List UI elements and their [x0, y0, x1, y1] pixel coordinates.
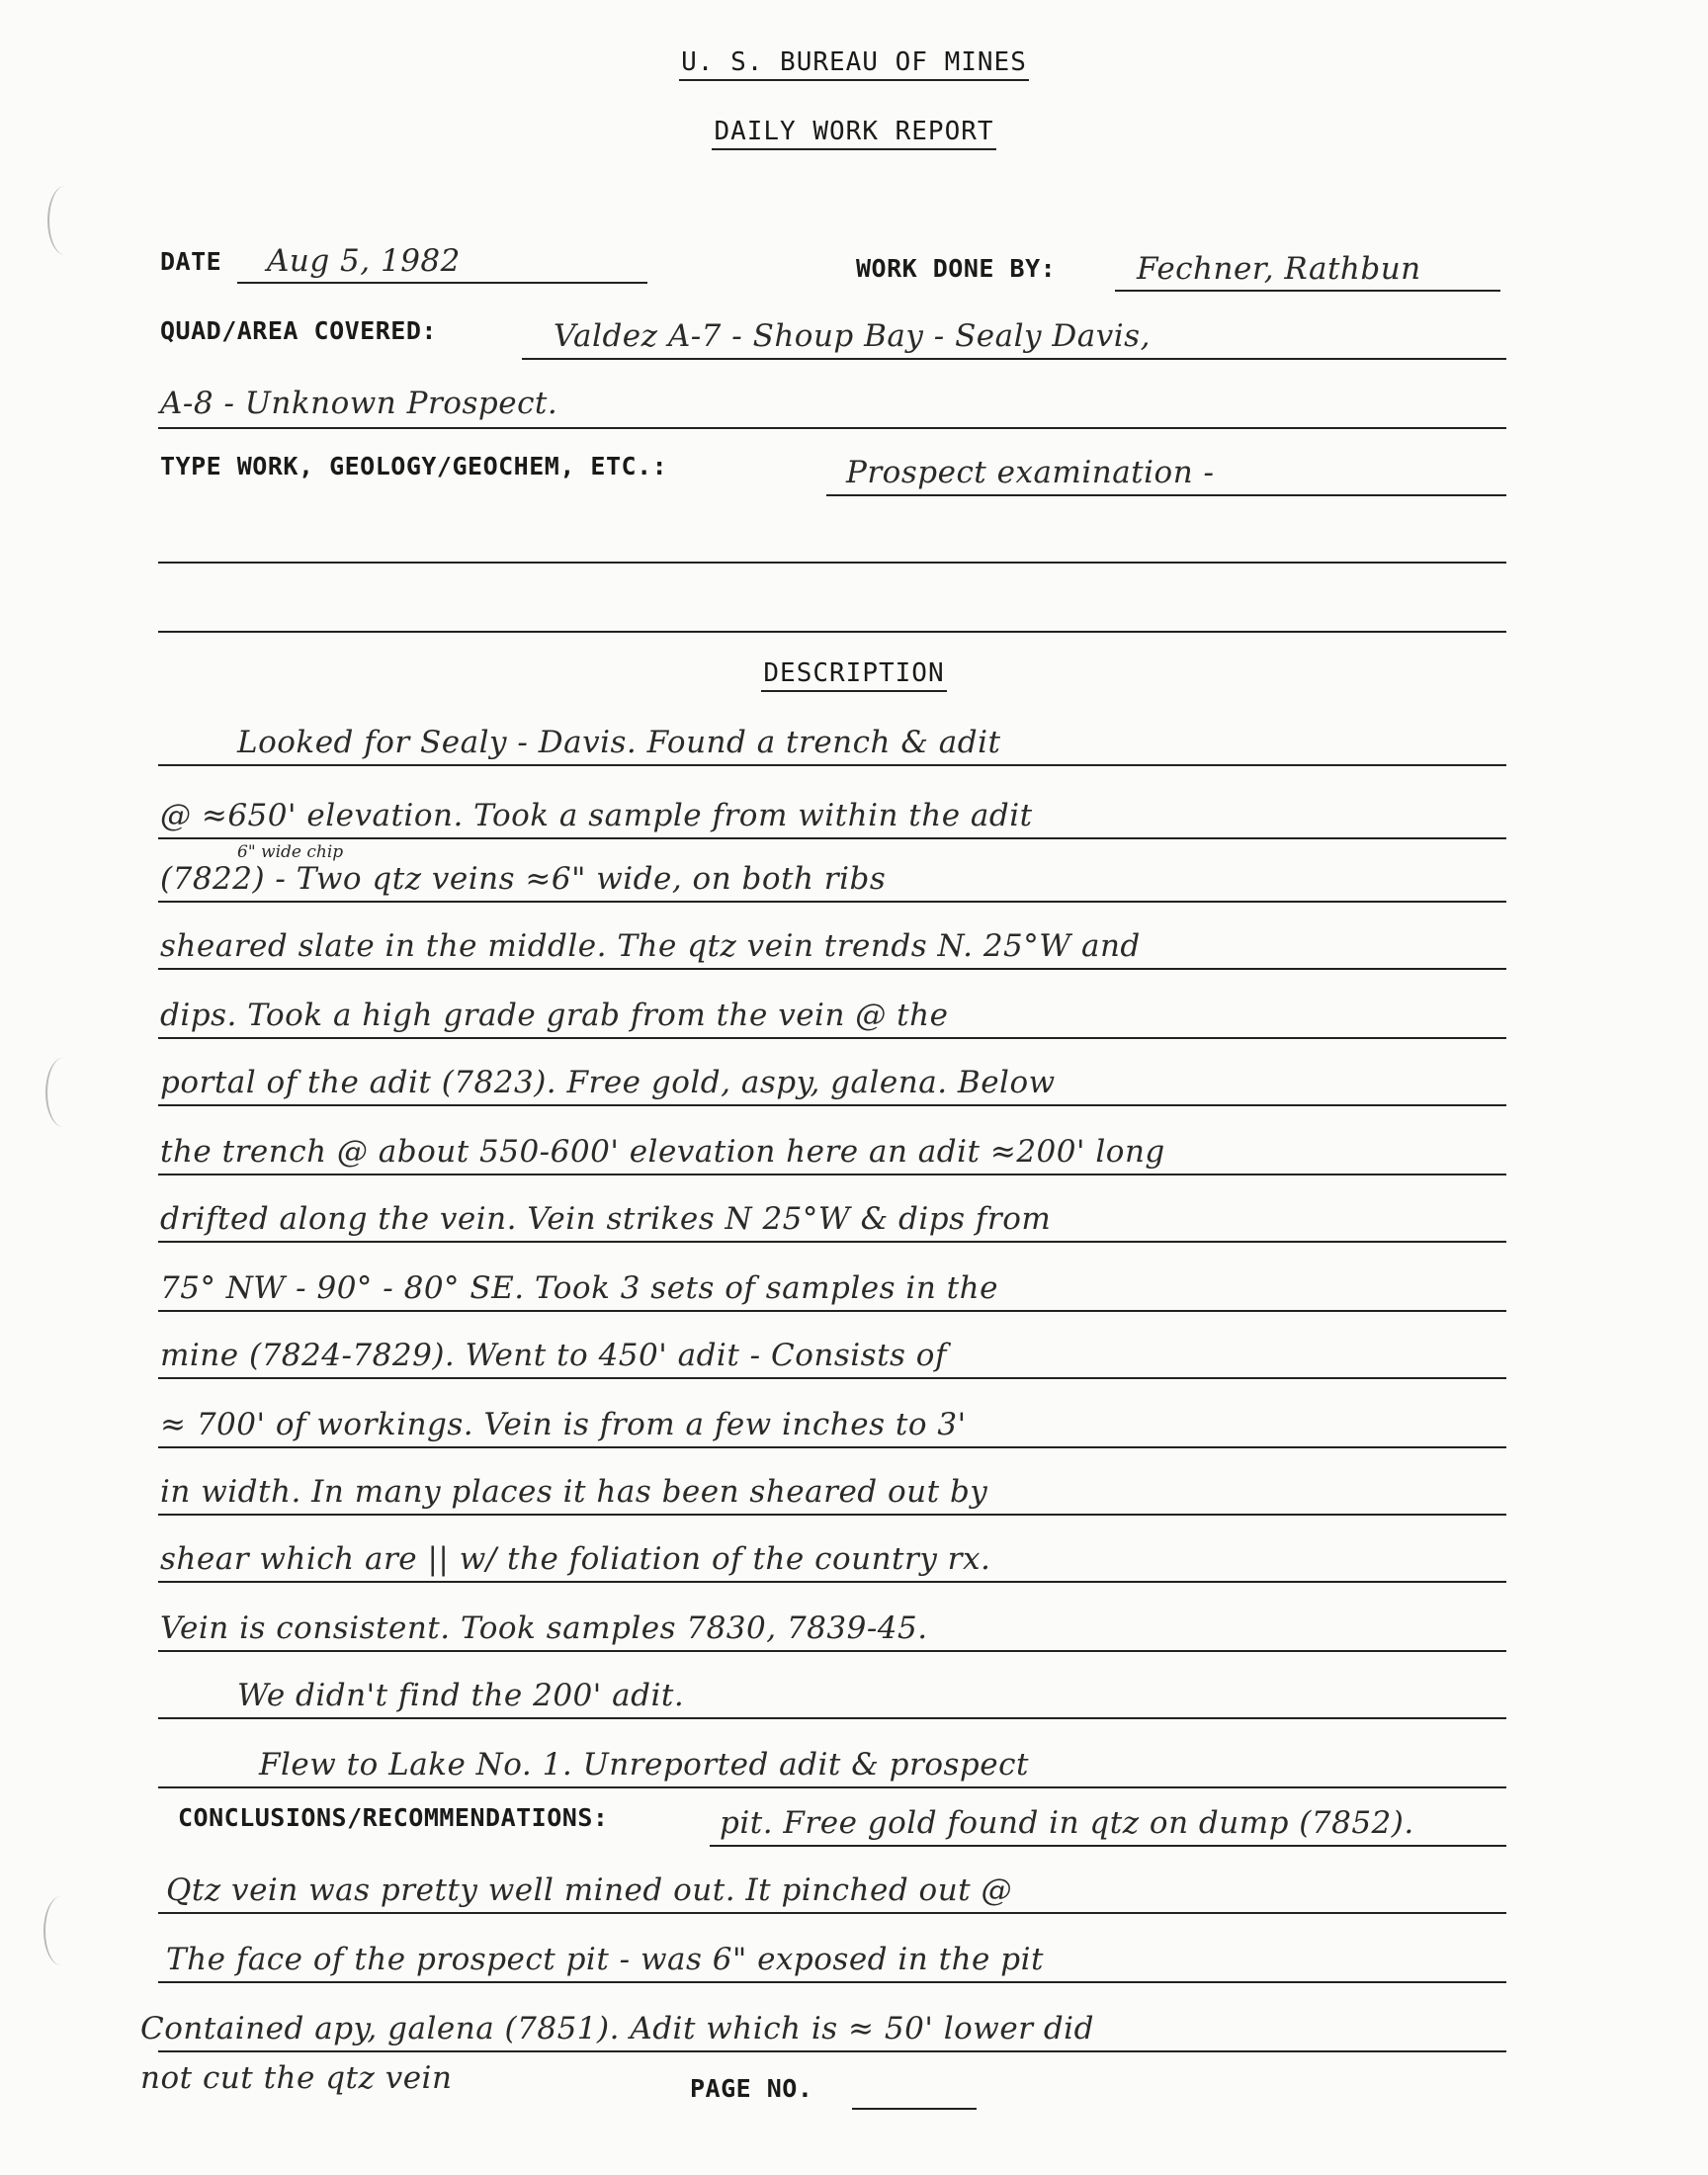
description-text-line: Looked for Sealy - Davis. Found a trench & adit: [237, 725, 1001, 760]
description-line: [158, 1310, 1506, 1312]
description-text-line: the trench @ about 550-600' elevation here an adit ≈200' long: [160, 1134, 1165, 1170]
type-work-line-3: [158, 631, 1506, 633]
conclusions-text-line: pit. Free gold found in qtz on dump (7852).: [720, 1805, 1414, 1841]
description-heading: DESCRIPTION: [0, 658, 1708, 692]
description-line: [158, 1650, 1506, 1652]
description-text-line: We didn't find the 200' adit.: [237, 1678, 685, 1713]
quad-area-value-2: A-8 - Unknown Prospect.: [160, 386, 558, 421]
description-text-line: Flew to Lake No. 1. Unreported adit & prospect: [259, 1747, 1029, 1783]
conclusions-text-line: Qtz vein was pretty well mined out. It pinched out @: [166, 1872, 1012, 1908]
conclusions-line: [710, 1845, 1506, 1847]
quad-area-label: QUAD/AREA COVERED:: [160, 316, 437, 345]
description-line: [158, 764, 1506, 766]
type-work-line-2: [158, 562, 1506, 564]
date-value: Aug 5, 1982: [267, 243, 461, 279]
punch-hole-bottom: [43, 1896, 79, 1965]
description-text-line: 75° NW - 90° - 80° SE. Took 3 sets of samples in the: [160, 1270, 998, 1306]
page-no-line: [852, 2108, 977, 2110]
agency-title: U. S. BUREAU OF MINES: [0, 47, 1708, 81]
description-line: [158, 1241, 1506, 1243]
description-line: [158, 968, 1506, 970]
description-text-line: sheared slate in the middle. The qtz vein trends N. 25°W and: [160, 928, 1141, 964]
date-line: [237, 282, 647, 284]
description-text-line: mine (7824-7829). Went to 450' adit - Consists of: [160, 1338, 947, 1373]
description-text-line: in width. In many places it has been sheared out by: [160, 1474, 988, 1510]
quad-area-line-1: [522, 358, 1506, 360]
description-line: [158, 1514, 1506, 1516]
conclusions-text-line: Contained apy, galena (7851). Adit which is ≈ 50' lower did: [140, 2011, 1094, 2046]
conclusions-line: [158, 2050, 1506, 2052]
description-line: [158, 1786, 1506, 1788]
work-done-by-label: WORK DONE BY:: [856, 254, 1057, 283]
description-line: [158, 1174, 1506, 1175]
description-text-line: ≈ 700' of workings. Vein is from a few inches to 3': [160, 1407, 967, 1442]
description-text-line: @ ≈650' elevation. Took a sample from within the adit: [160, 798, 1033, 833]
quad-area-value-1: Valdez A-7 - Shoup Bay - Sealy Davis,: [554, 318, 1151, 354]
work-done-by-value: Fechner, Rathbun: [1137, 251, 1421, 287]
description-text-line: shear which are || w/ the foliation of the country rx.: [160, 1541, 991, 1577]
conclusions-line: [158, 1981, 1506, 1983]
quad-area-line-2: [158, 427, 1506, 429]
punch-hole-top: [47, 186, 83, 255]
date-label: DATE: [160, 247, 222, 276]
description-text-line: portal of the adit (7823). Free gold, aspy, galena. Below: [160, 1065, 1056, 1100]
punch-hole-middle: [45, 1058, 81, 1127]
description-line: [158, 1104, 1506, 1106]
conclusions-text-line: not cut the qtz vein: [140, 2060, 453, 2096]
description-line: [158, 1377, 1506, 1379]
description-line: [158, 1446, 1506, 1448]
conclusions-label: CONCLUSIONS/RECOMMENDATIONS:: [178, 1803, 609, 1832]
description-line: [158, 1717, 1506, 1719]
report-title: DAILY WORK REPORT: [0, 117, 1708, 150]
description-text-line: dips. Took a high grade grab from the vein @ the: [160, 998, 949, 1033]
description-line: [158, 837, 1506, 839]
type-work-value: Prospect examination -: [846, 455, 1215, 490]
conclusions-text-line: The face of the prospect pit - was 6" exposed in the pit: [166, 1942, 1044, 1977]
description-interline-note: 6" wide chip: [237, 842, 344, 862]
description-text-line: drifted along the vein. Vein strikes N 25°W & dips from: [160, 1201, 1052, 1237]
type-work-label: TYPE WORK, GEOLOGY/GEOCHEM, ETC.:: [160, 452, 668, 480]
description-line: [158, 1581, 1506, 1583]
page-no-label: PAGE NO.: [690, 2074, 813, 2103]
work-done-by-line: [1115, 290, 1500, 292]
description-line: [158, 901, 1506, 903]
description-text-line: Vein is consistent. Took samples 7830, 7839-45.: [160, 1610, 928, 1646]
type-work-line-1: [826, 494, 1506, 496]
description-line: [158, 1037, 1506, 1039]
description-text-line: (7822) - Two qtz veins ≈6" wide, on both ribs: [160, 861, 887, 897]
conclusions-line: [158, 1912, 1506, 1914]
